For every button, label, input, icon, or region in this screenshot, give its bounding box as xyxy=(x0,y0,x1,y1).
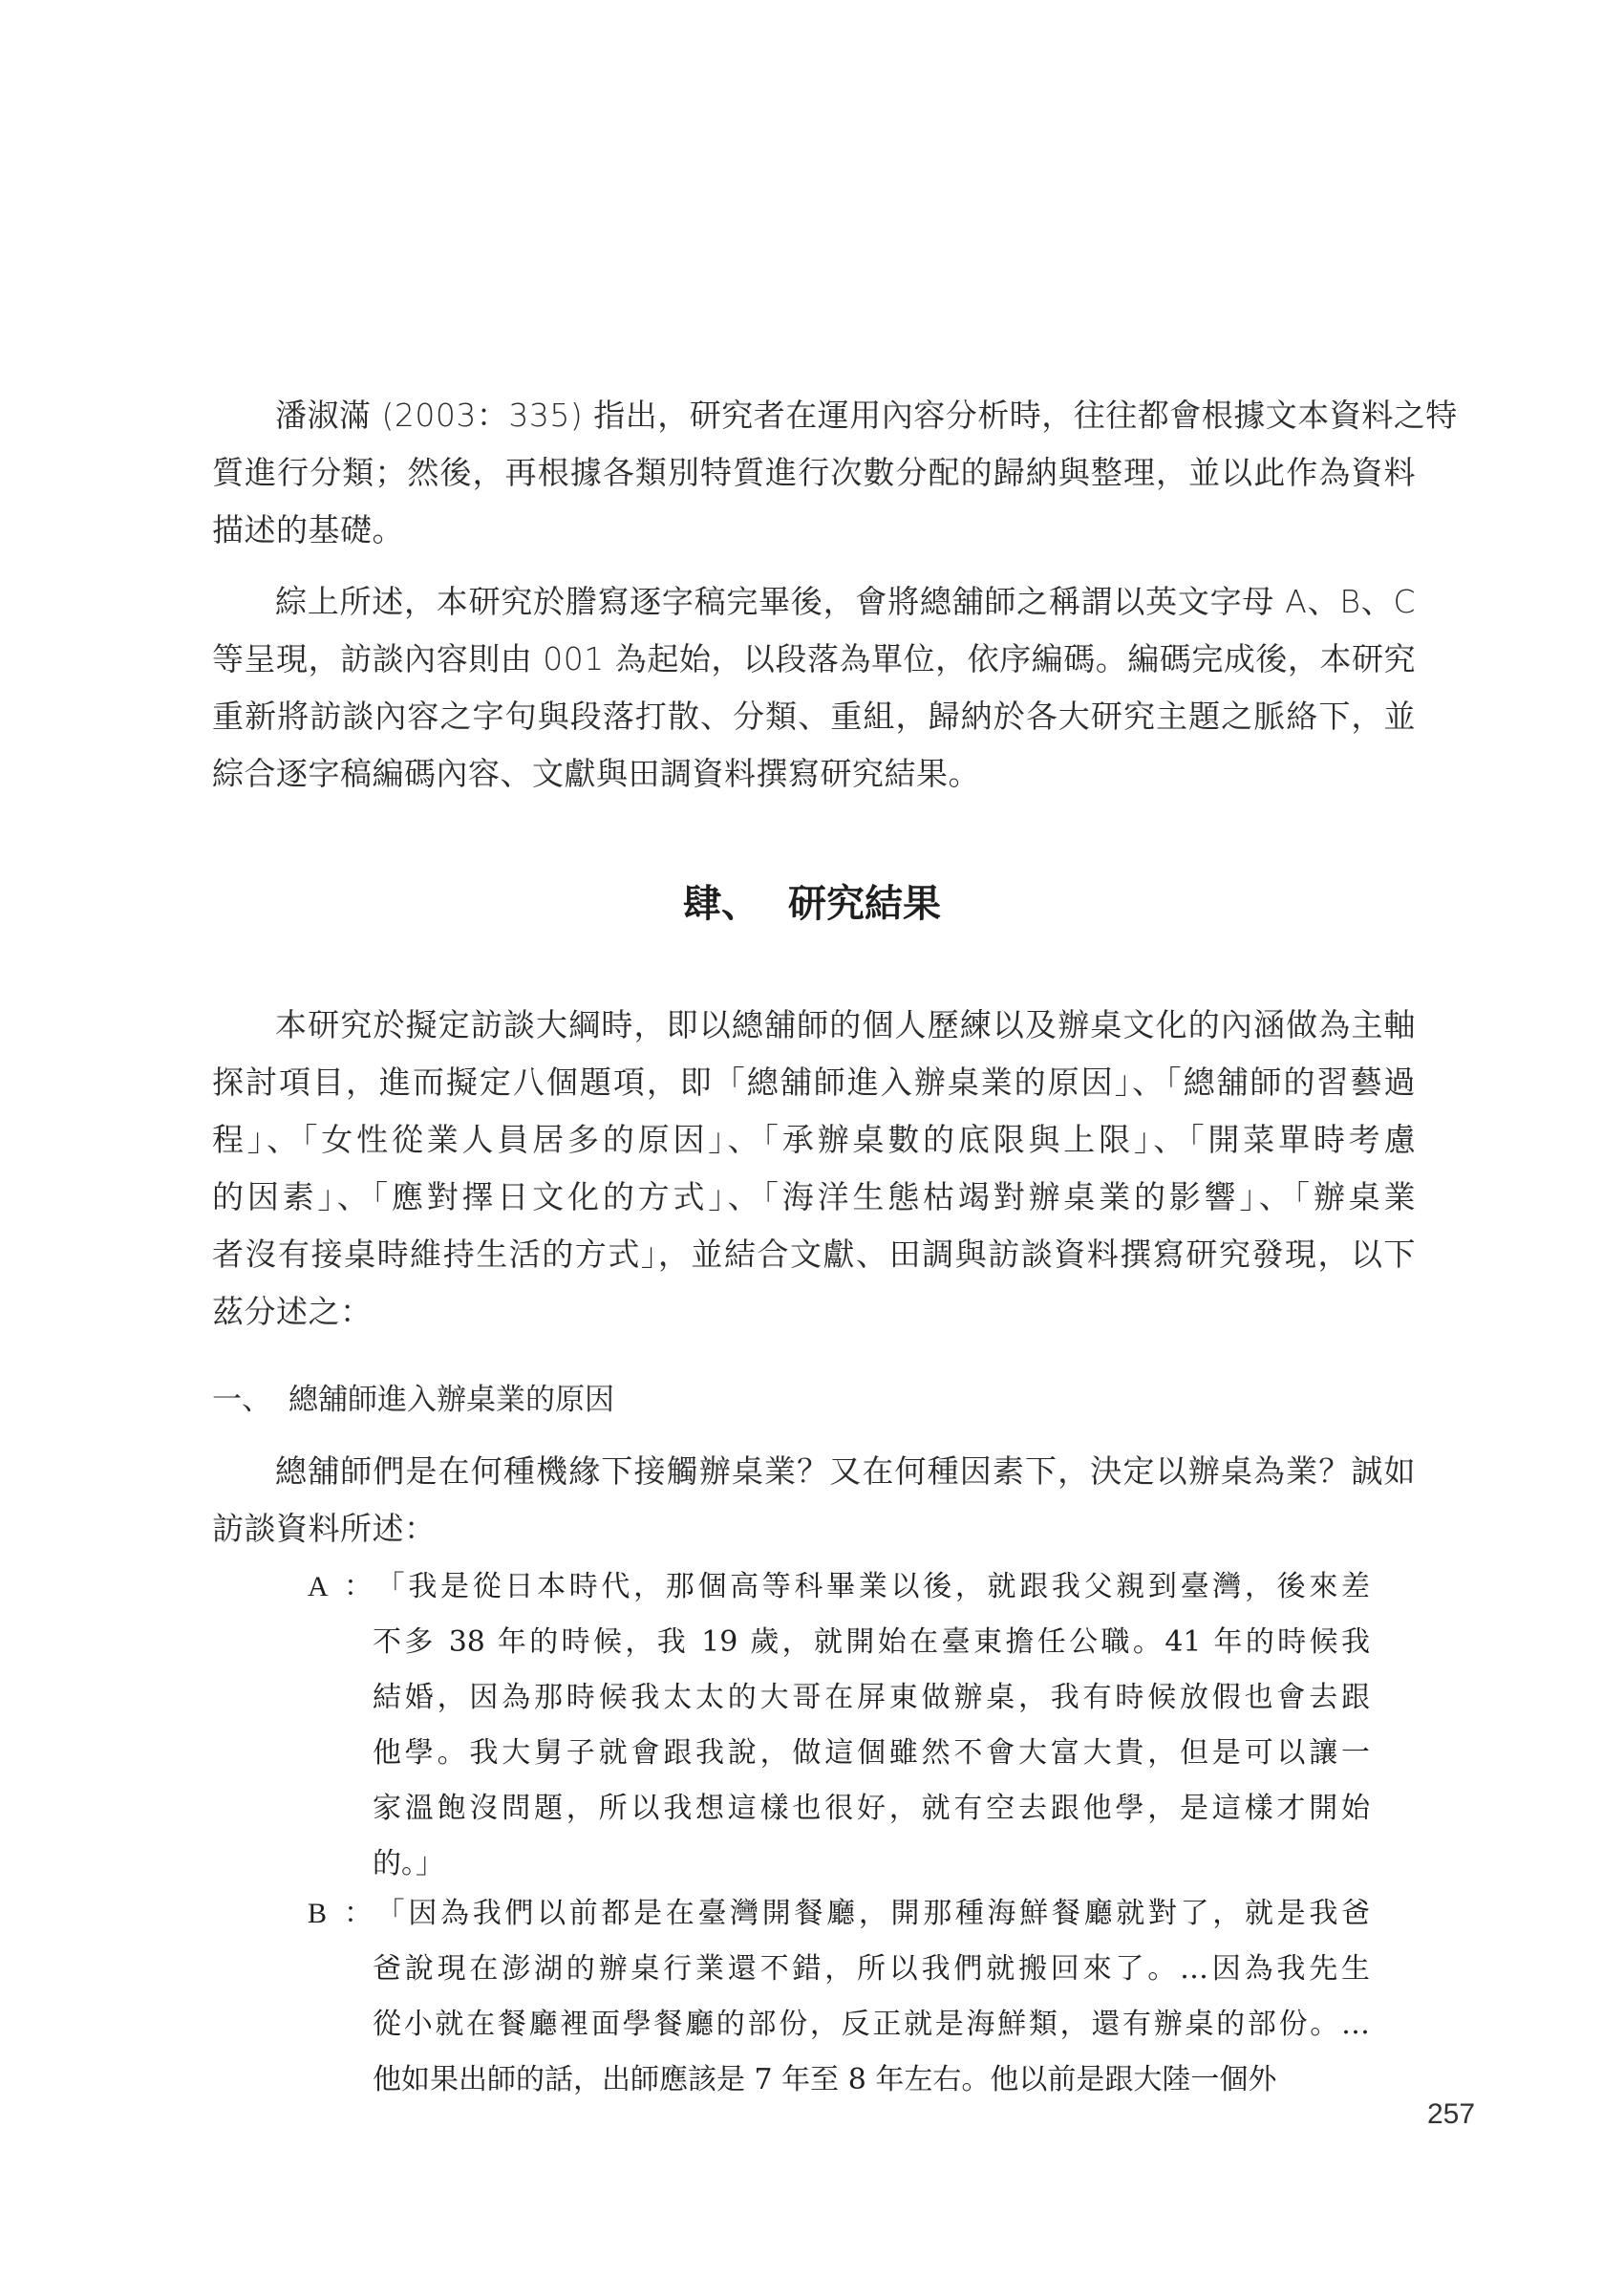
paragraph-line: 探討項目，進而擬定八個題項，即「總舖師進入辦桌業的原因」、「總舖師的習藝過 xyxy=(212,1064,1416,1101)
quote-line: 從小就在餐廳裡面學餐廳的部份，反正就是海鮮類，還有辦桌的部份。… xyxy=(373,2008,1370,2041)
paragraph-line: 質進行分類；然後，再根據各類別特質進行次數分配的歸納與整理，並以此作為資料 xyxy=(212,454,1416,491)
paragraph-line: 本研究於擬定訪談大綱時，即以總舖師的個人歷練以及辦桌文化的內涵做為主軸 xyxy=(275,1006,1416,1043)
section-heading xyxy=(0,877,1624,931)
paragraph-line: 總舖師們是在何種機緣下接觸辦桌業？又在何種因素下，決定以辦桌為業？誠如 xyxy=(275,1452,1416,1490)
paragraph-line: 潘淑滿 (2003：335) 指出，研究者在運用內容分析時，往往都會根據文本資料之特 xyxy=(275,397,1458,434)
section-title: 研究結果 xyxy=(788,881,941,926)
quote-line: 爸說現在澎湖的辦桌行業還不錯，所以我們就搬回來了。…因為我先生 xyxy=(373,1952,1370,1986)
paragraph-line: 茲分述之： xyxy=(212,1293,373,1330)
subsection-number: 一、 xyxy=(212,1383,271,1417)
paragraph-intro-question xyxy=(212,1443,1416,1558)
quote-line xyxy=(308,1559,1370,1615)
interview-quote-a xyxy=(308,1559,1370,1892)
paragraph-line: 者沒有接桌時維持生活的方式」，並結合文獻、田調與訪談資料撰寫研究發現，以下 xyxy=(212,1236,1416,1273)
section-number: 肆、 xyxy=(683,881,759,926)
quote-line: 結婚，因為那時候我太太的大哥在屏東做辦桌，我有時候放假也會去跟 xyxy=(373,1681,1370,1714)
paragraph-line: 程」、「女性從業人員居多的原因」、「承辦桌數的底限與上限」、「開菜單時考慮 xyxy=(212,1121,1416,1158)
paragraph-line: 描述的基礎。 xyxy=(212,511,404,548)
quote-text: 「我是從日本時代，那個高等科畢業以後，就跟我父親到臺灣，後來差 xyxy=(373,1570,1370,1603)
quote-text: 「因為我們以前都是在臺灣開餐廳，開那種海鮮餐廳就對了，就是我爸 xyxy=(373,1897,1370,1930)
quote-line: 家溫飽沒問題，所以我想這樣也很好，就有空去跟他學，是這樣才開始 xyxy=(373,1792,1370,1825)
speaker-label: A： xyxy=(308,1571,373,1602)
quote-line: 不多 38 年的時候，我 19 歲，就開始在臺東擔任公職。41 年的時候我 xyxy=(373,1625,1370,1659)
quote-line xyxy=(308,1886,1370,1942)
paragraph-line: 等呈現，訪談內容則由 001 為起始，以段落為單位，依序編碼。編碼完成後，本研究 xyxy=(212,640,1416,677)
quote-line: 他如果出師的話，出師應該是 7 年至 8 年左右。他以前是跟大陸一個外 xyxy=(373,2063,1277,2096)
subsection-heading xyxy=(212,1376,614,1424)
paragraph-line: 綜上所述，本研究於謄寫逐字稿完畢後，會將總舖師之稱謂以英文字母 A、B、C xyxy=(275,583,1416,620)
paragraph-citation xyxy=(212,387,1458,559)
interview-quote-b xyxy=(308,1886,1370,2108)
quote-line: 的。」 xyxy=(373,1847,444,1880)
paragraph-coding-method xyxy=(212,573,1416,803)
page-number: 257 xyxy=(1427,2098,1476,2130)
quote-line: 他學。我大舅子就會跟我說，做這個雖然不會大富大貴，但是可以讓一 xyxy=(373,1736,1370,1770)
subsection-title: 總舖師進入辦桌業的原因 xyxy=(288,1383,614,1417)
paragraph-line: 的因素」、「應對擇日文化的方式」、「海洋生態枯竭對辦桌業的影響」、「辦桌業 xyxy=(212,1178,1416,1215)
paragraph-line: 訪談資料所述： xyxy=(212,1510,437,1547)
paragraph-line: 重新將訪談內容之字句與段落打散、分類、重組，歸納於各大研究主題之脈絡下，並 xyxy=(212,698,1416,735)
paragraph-line: 綜合逐字稿編碼內容、文獻與田調資料撰寫研究結果。 xyxy=(212,755,980,792)
speaker-label: B： xyxy=(308,1898,373,1929)
paragraph-research-items xyxy=(212,997,1416,1341)
